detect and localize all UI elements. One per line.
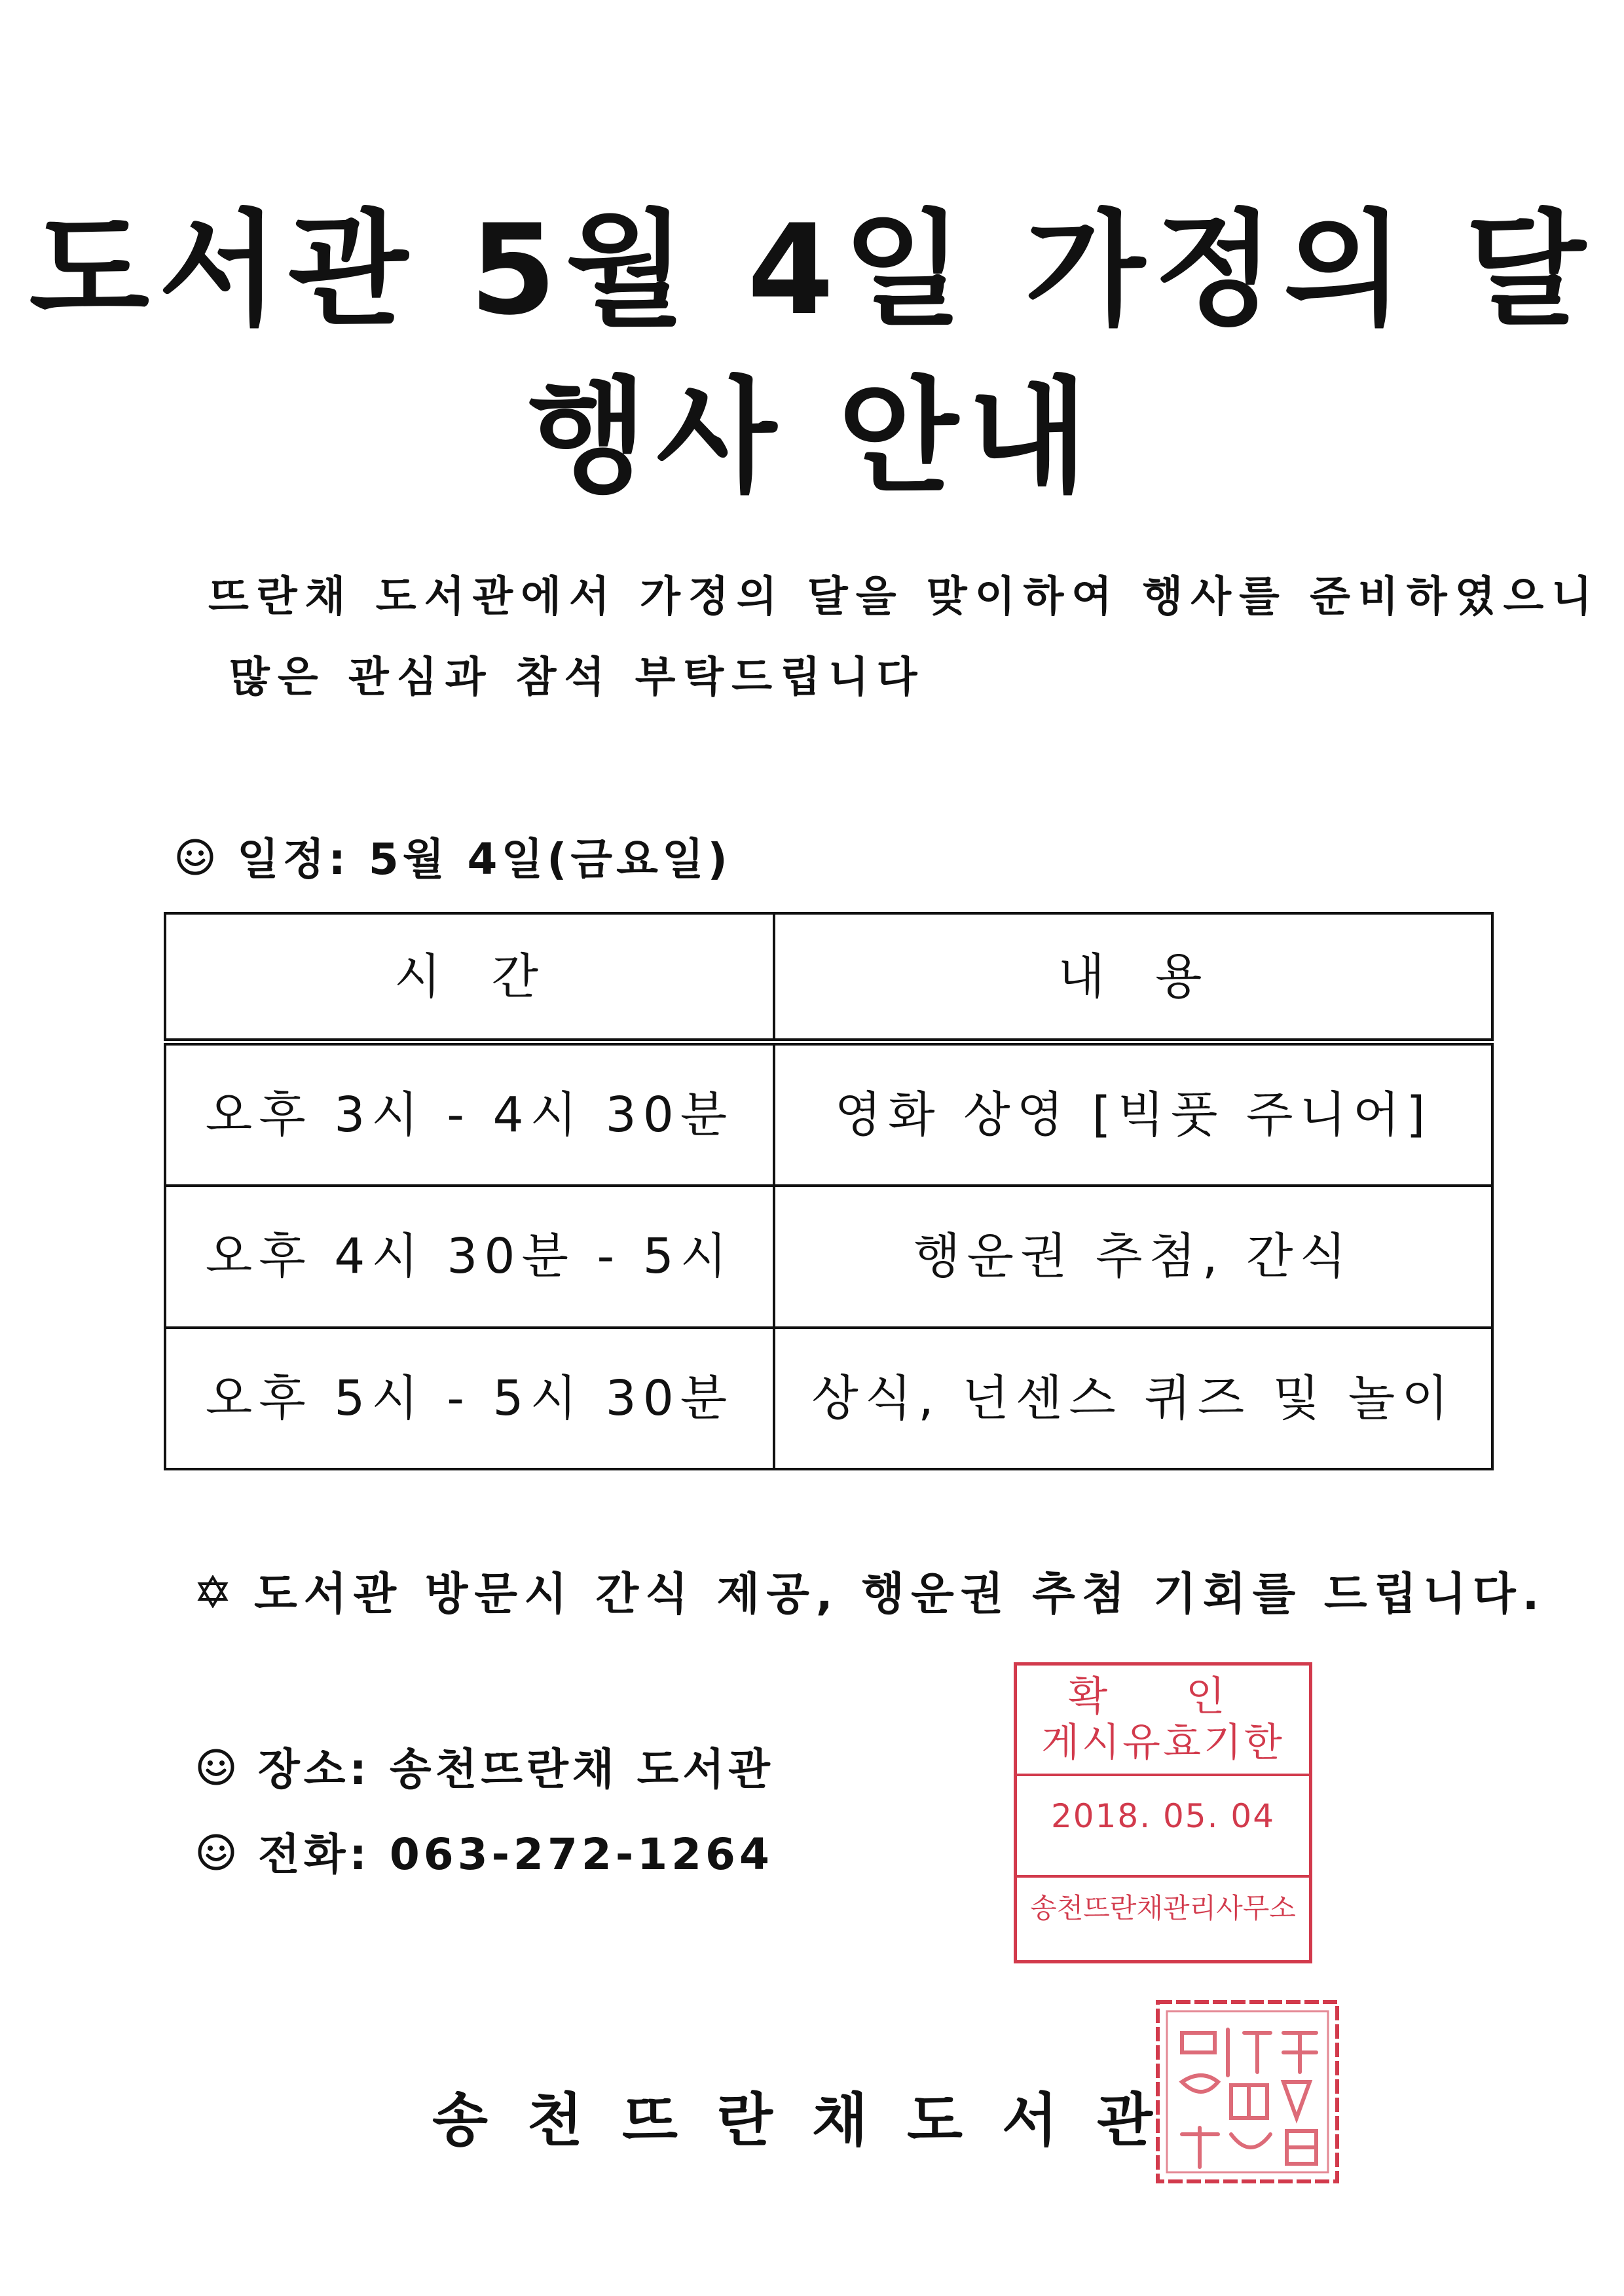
library-seal xyxy=(1153,1997,1342,2187)
table-header-row xyxy=(165,913,1492,1042)
phone-text: 전화: 063-272-1264 xyxy=(258,1829,773,1880)
table-row xyxy=(165,1328,1492,1469)
table-row xyxy=(165,1042,1492,1186)
title-line-1: 도서관 5월 4일 가정의 달 xyxy=(29,198,1595,342)
table-row xyxy=(165,1186,1492,1327)
stamp-confirm-label: 확 인 xyxy=(1068,1672,1258,1720)
intro-line-2: 많은 관심과 참석 부탁드립니다 xyxy=(229,653,925,702)
stamp-office: 송천뜨란채관리사무소 xyxy=(1030,1892,1296,1924)
place-info xyxy=(196,1744,774,1795)
place-text: 장소: 송천뜨란채 도서관 xyxy=(258,1744,774,1795)
schedule-date xyxy=(175,834,731,884)
intro-line-1: 뜨란채 도서관에서 가정의 달을 맞이하여 행사를 준비하였으니 xyxy=(208,573,1600,621)
schedule-table xyxy=(164,912,1494,1470)
row-content: 영화 상영 [빅풋 주니어] xyxy=(774,1042,1492,1186)
stamp-date: 2018. 05. 04 xyxy=(1050,1797,1276,1835)
header-content: 내 용 xyxy=(774,913,1492,1042)
stamp-divider xyxy=(1017,1774,1309,1776)
stamp-validity-label: 게시유효기한 xyxy=(1041,1720,1285,1766)
smiley-icon xyxy=(175,837,215,877)
row-time: 오후 3시 - 4시 30분 xyxy=(165,1042,774,1186)
notice xyxy=(196,1569,1546,1620)
title-line-2: 행사 안내 xyxy=(526,365,1098,509)
schedule-date-text: 일정: 5월 4일(금요일) xyxy=(237,834,731,884)
footer-library-name: 송천뜨란채도서관 xyxy=(432,2086,1192,2154)
phone-info xyxy=(196,1829,773,1880)
header-time: 시 간 xyxy=(165,913,774,1042)
row-time: 오후 5시 - 5시 30분 xyxy=(165,1328,774,1469)
row-content: 상식, 넌센스 퀴즈 및 놀이 xyxy=(774,1328,1492,1469)
star-of-david-icon xyxy=(196,1575,229,1608)
row-content: 행운권 추첨, 간식 xyxy=(774,1186,1492,1327)
smiley-icon xyxy=(196,1747,236,1787)
confirmation-stamp xyxy=(1014,1662,1312,1963)
notice-text: 도서관 방문시 간식 제공, 행운권 추첨 기회를 드립니다. xyxy=(254,1569,1546,1620)
stamp-divider xyxy=(1017,1875,1309,1878)
smiley-icon xyxy=(196,1832,236,1872)
row-time: 오후 4시 30분 - 5시 xyxy=(165,1186,774,1327)
